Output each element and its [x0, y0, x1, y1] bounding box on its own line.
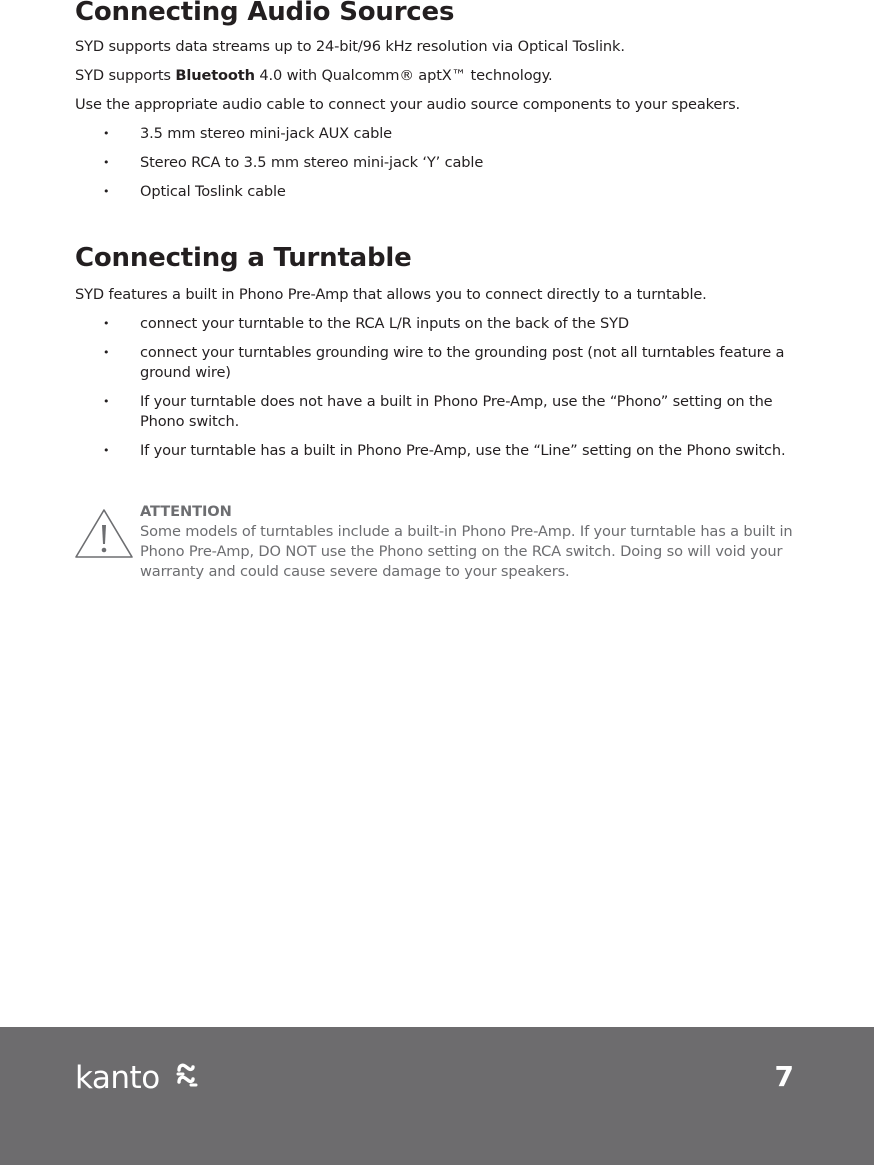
list-item	[75, 314, 797, 334]
list-item	[75, 153, 797, 173]
bullet-glyph: •	[103, 317, 110, 330]
section-title-audio-sources: Connecting Audio Sources	[75, 0, 455, 27]
warning-triangle-icon	[74, 508, 134, 560]
list-item-text: Stereo RCA to 3.5 mm stereo mini-jack ‘Y’ cable	[140, 154, 484, 171]
bluetooth-term: Bluetooth	[175, 67, 255, 84]
bluetooth-suffix: 4.0 with Qualcomm® aptX™ technology.	[254, 67, 553, 84]
paragraph-bluetooth	[75, 66, 797, 86]
list-item-text: If your turntable does not have a built in Phono Pre-Amp, use the “Phono” setting on the Phono switch.	[140, 393, 773, 430]
page-footer	[0, 1027, 874, 1165]
list-item-text: Optical Toslink cable	[140, 183, 286, 200]
list-item	[75, 392, 797, 432]
attention-title: ATTENTION	[140, 503, 232, 520]
bullet-glyph: •	[103, 395, 110, 408]
page-number: 7	[774, 1060, 794, 1093]
bullet-glyph: •	[103, 346, 110, 359]
section-title-turntable: Connecting a Turntable	[75, 243, 412, 273]
list-item	[75, 182, 797, 202]
bullet-glyph: •	[103, 444, 110, 457]
paragraph-data-streams: SYD supports data streams up to 24-bit/96 kHz resolution via Optical Toslink.	[75, 38, 625, 55]
brand-wordmark: kanto	[75, 1061, 160, 1093]
attention-body: Some models of turntables include a built-in Phono Pre-Amp. If your turntable has a built in Phono Pre-Amp, DO NOT use the Phono setting on the RCA switch. Doing so will void your warranty and could cause severe damage to your speakers.	[140, 523, 793, 580]
list-item	[75, 441, 797, 461]
list-item-text: If your turntable has a built in Phono Pre-Amp, use the “Line” setting on the Phono switch.	[140, 442, 786, 459]
bullet-glyph: •	[103, 127, 110, 140]
list-item-text: connect your turntables grounding wire to the grounding post (not all turntables feature a ground wire)	[140, 344, 785, 381]
page-content	[75, 0, 797, 582]
bullet-glyph: •	[103, 156, 110, 169]
attention-notice	[75, 502, 797, 582]
paragraph-phono-preamp: SYD features a built in Phono Pre-Amp that allows you to connect directly to a turntable.	[75, 286, 707, 303]
kanto-logo	[75, 1061, 201, 1093]
list-item	[75, 343, 797, 383]
paragraph-audio-cable: Use the appropriate audio cable to connect your audio source components to your speakers.	[75, 96, 741, 113]
cable-list	[75, 124, 797, 202]
list-item-text: 3.5 mm stereo mini-jack AUX cable	[140, 125, 393, 142]
bluetooth-prefix: SYD supports	[75, 67, 176, 84]
bullet-glyph: •	[103, 185, 110, 198]
turntable-steps-list	[75, 314, 797, 461]
list-item	[75, 124, 797, 144]
list-item-text: connect your turntable to the RCA L/R inputs on the back of the SYD	[140, 315, 629, 332]
